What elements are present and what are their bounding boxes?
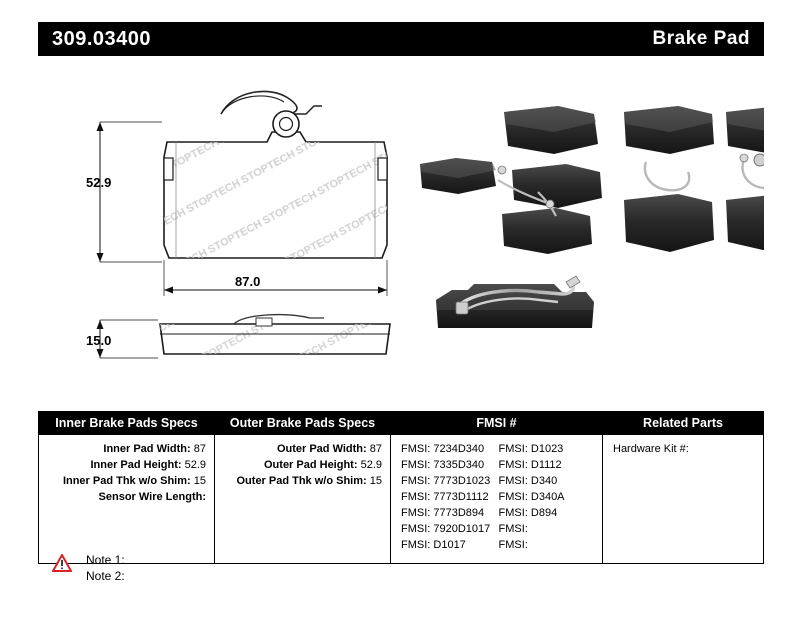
- fmsi-entry: FMSI:: [498, 523, 528, 535]
- spec-row: [221, 473, 384, 489]
- inner-specs-title: Inner Brake Pads Specs: [39, 412, 214, 435]
- notes-lines: [86, 552, 125, 584]
- spec-value: 87: [193, 443, 206, 455]
- notes-section: [52, 552, 125, 584]
- spec-value: 15: [193, 475, 206, 487]
- related-parts-table: [603, 412, 763, 563]
- fmsi-entry: FMSI:: [498, 539, 528, 551]
- fmsi-left-column: [401, 441, 499, 553]
- inner-specs-body: [39, 435, 214, 555]
- spec-row: [221, 457, 384, 473]
- fmsi-body: [391, 435, 602, 563]
- fmsi-entry: FMSI: 7335D340: [401, 459, 485, 471]
- front-view-drawing: [164, 91, 387, 258]
- pad-photo-group-left: [420, 106, 602, 254]
- fmsi-entry: FMSI: D1112: [498, 459, 562, 471]
- product-type: Brake Pad: [652, 28, 750, 49]
- spec-label: Sensor Wire Length:: [98, 491, 206, 503]
- warning-icon: [52, 554, 72, 572]
- fmsi-title: FMSI #: [391, 412, 602, 435]
- spec-label: Inner Pad Height:: [90, 459, 182, 471]
- fmsi-entry: FMSI: D340A: [498, 491, 565, 503]
- spec-row: [45, 457, 208, 473]
- outer-specs-table: [215, 412, 391, 563]
- fmsi-entry: FMSI: D340: [498, 475, 558, 487]
- technical-drawing: [38, 62, 764, 402]
- width-dimension: [164, 260, 387, 296]
- spec-label: Inner Pad Width:: [103, 443, 191, 455]
- height-dimension: [97, 122, 163, 262]
- related-parts-body: [603, 435, 763, 555]
- note-line: Note 2:: [86, 569, 125, 583]
- spec-label: Outer Pad Height:: [264, 459, 358, 471]
- pad-photo-with-clip: [436, 276, 594, 328]
- thickness-dimension-label: 15.0: [86, 333, 112, 348]
- fmsi-entry: FMSI: D894: [498, 507, 558, 519]
- spec-row: [45, 489, 208, 505]
- fmsi-entry: FMSI: 7773D894: [401, 507, 485, 519]
- width-dimension-label: 87.0: [235, 274, 261, 289]
- pad-photo-group-right: [624, 106, 764, 252]
- part-number: 309.03400: [52, 27, 152, 50]
- fmsi-entry: FMSI: D1023: [498, 443, 564, 455]
- spec-label: Inner Pad Thk w/o Shim:: [62, 475, 191, 487]
- spec-value: 15: [369, 475, 382, 487]
- related-parts-title: Related Parts: [603, 412, 763, 435]
- fmsi-entry: FMSI: 7920D1017: [401, 523, 491, 535]
- fmsi-entry: FMSI: D1017: [401, 539, 466, 551]
- fmsi-entry: FMSI: 7773D1112: [401, 491, 489, 503]
- spec-value: 52.9: [360, 459, 382, 471]
- inner-specs-table: [39, 412, 215, 563]
- spec-row: [45, 473, 208, 489]
- header-bar: [38, 22, 764, 56]
- spec-value: 87: [369, 443, 382, 455]
- spec-row: [45, 441, 208, 457]
- spec-label: Outer Pad Width:: [276, 443, 367, 455]
- outer-specs-body: [215, 435, 390, 555]
- side-view-drawing: [160, 315, 390, 354]
- height-dimension-label: 52.9: [86, 175, 112, 190]
- fmsi-entry: FMSI: 7234D340: [401, 443, 485, 455]
- outer-specs-title: Outer Brake Pads Specs: [215, 412, 390, 435]
- spec-value: 52.9: [184, 459, 206, 471]
- fmsi-right-column: [499, 441, 597, 553]
- fmsi-table: [391, 412, 603, 563]
- spec-label: Outer Pad Thk w/o Shim:: [236, 475, 367, 487]
- drawing-area: [38, 62, 764, 402]
- note-line: Note 1:: [86, 553, 125, 567]
- related-parts-entry: Hardware Kit #:: [613, 443, 689, 455]
- specs-tables: [38, 411, 764, 564]
- spec-row: [221, 441, 384, 457]
- fmsi-entry: FMSI: 7773D1023: [401, 475, 491, 487]
